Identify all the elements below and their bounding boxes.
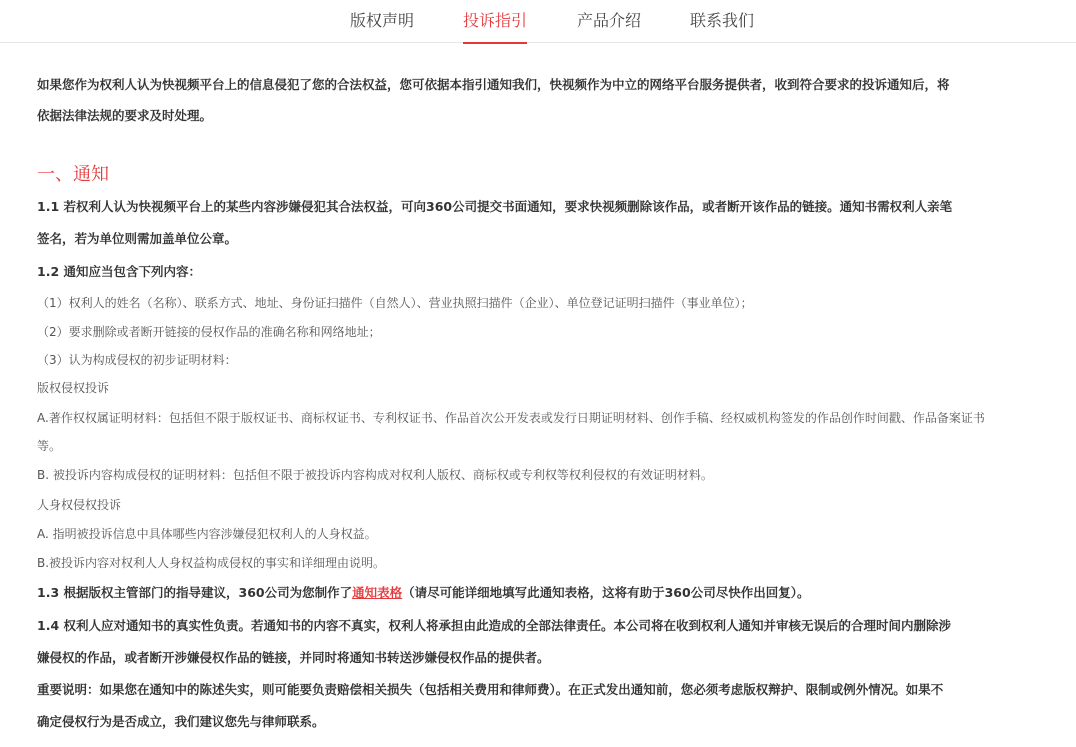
list-item-2: （2）要求删除或者断开链接的侵权作品的准确名称和网络地址； [37,325,381,339]
section-heading-notice: 一、通知 [37,164,109,185]
copyright-item-a-line-2: 等。 [37,439,62,453]
intro-line-2: 依据法律法规的要求及时处理。 [37,108,213,123]
tab-complaint-guide[interactable]: 投诉指引 [463,11,528,30]
important-note-line-1: 重要说明：如果您在通知中的陈述失实，则可能要负责赔偿相关损失（包括相关费用和律师费）。在正式发出通知前，您必须考虑版权辩护、限制或例外情况。如果不 [37,682,944,697]
top-navigation [0,0,1076,43]
tab-product-intro[interactable]: 产品介绍 [577,11,642,30]
tab-contact-us[interactable]: 联系我们 [690,11,755,30]
clause-1-3-text-before: 1.3 根据版权主管部门的指导建议，360公司为您制作了 [37,585,353,600]
clause-1-1-line-1: 1.1 若权利人认为快视频平台上的某些内容涉嫌侵犯其合法权益，可向360公司提交书面通知，要求快视频删除该作品，或者断开该作品的链接。通知书需权利人亲笔 [37,199,953,214]
important-note-line-2: 确定侵权行为是否成立，我们建议您先与律师联系。 [37,714,325,729]
tab-copyright-statement[interactable]: 版权声明 [350,11,415,30]
list-item-3: （3）认为构成侵权的初步证明材料： [37,353,237,367]
clause-1-2: 1.2 通知应当包含下列内容： [37,264,201,279]
personal-complaint-title: 人身权侵权投诉 [37,498,122,512]
intro-line-1: 如果您作为权利人认为快视频平台上的信息侵犯了您的合法权益，您可依据本指引通知我们，快视频作为中立的网络平台服务提供者，收到符合要求的投诉通知后，将 [37,77,950,92]
clause-1-4-line-1: 1.4 权利人应对通知书的真实性负责。若通知书的内容不真实，权利人将承担由此造成的全部法律责任。本公司将在收到权利人通知并审核无误后的合理时间内删除涉 [37,618,951,633]
clause-1-1-line-2: 签名，若为单位则需加盖单位公章。 [37,231,238,246]
clause-1-4-line-2: 嫌侵权的作品，或者断开涉嫌侵权作品的链接，并同时将通知书转送涉嫌侵权作品的提供者。 [37,650,550,665]
personal-item-a: A. 指明被投诉信息中具体哪些内容涉嫌侵犯权利人的人身权益。 [37,527,377,541]
copyright-item-b: B. 被投诉内容构成侵权的证明材料：包括但不限于被投诉内容构成对权利人版权、商标权或专利权等权利侵权的有效证明材料。 [37,468,713,482]
copyright-complaint-title: 版权侵权投诉 [37,381,110,395]
clause-1-3 [37,584,809,602]
notice-form-link[interactable]: 通知表格 [352,585,403,600]
copyright-item-a-line-1: A.著作权权属证明材料：包括但不限于版权证书、商标权证书、专利权证书、作品首次公开发表或发行日期证明材料、创作手稿、经权威机构签发的作品创作时间戳、作品备案证书 [37,411,985,425]
personal-item-b: B.被投诉内容对权利人人身权益构成侵权的事实和详细理由说明。 [37,556,386,570]
clause-1-3-text-after: （请尽可能详细地填写此通知表格，这将有助于360公司尽快作出回复）。 [402,585,810,600]
list-item-1: （1）权利人的姓名（名称）、联系方式、地址、身份证扫描件（自然人）、营业执照扫描件（企业）、单位登记证明扫描件（事业单位）； [37,296,753,310]
